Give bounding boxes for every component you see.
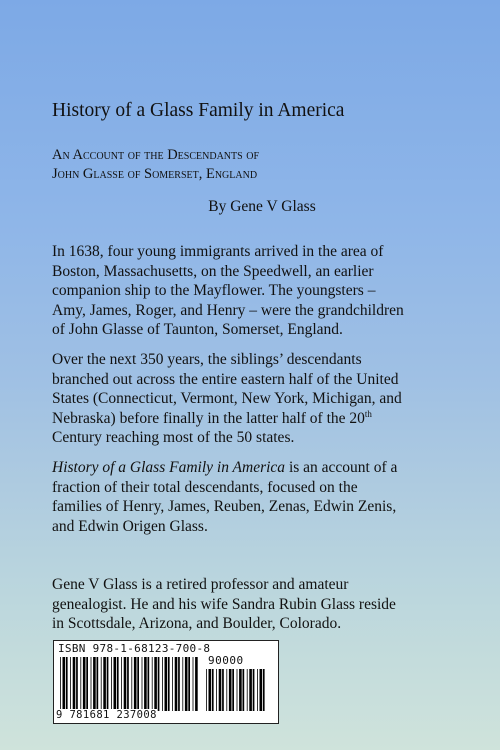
subtitle-line-2: John Glasse of Somerset, England <box>52 166 258 182</box>
p2-line: Century reaching most of the 50 states. <box>52 429 295 446</box>
addon-bars <box>206 669 266 711</box>
description-paragraph-1 <box>52 242 472 340</box>
p3-line <box>52 459 397 476</box>
barcode-addon-digits: 90000 <box>208 654 244 667</box>
p1-line: companion ship to the Mayflower. The youngsters – <box>52 282 376 299</box>
p2-line <box>52 410 372 427</box>
italic-book-title: History of a Glass Family in America <box>52 459 286 476</box>
book-title: History of a Glass Family in America <box>52 100 345 121</box>
bio-line: in Scottsdale, Arizona, and Boulder, Colorado. <box>52 615 342 632</box>
subtitle-line-1: An Account of the Descendants of <box>52 147 260 163</box>
isbn-barcode <box>53 640 279 724</box>
p3-line: and Edwin Origen Glass. <box>52 517 208 535</box>
ean-digits: 9 781681 237008 <box>56 709 157 721</box>
p2-line: States (Connecticut, Vermont, New York, Michigan, and <box>52 390 402 407</box>
bio-line: genealogist. He and his wife Sandra Rubin Glass reside <box>52 595 396 613</box>
superscript-th: th <box>364 408 372 419</box>
p1-line: Amy, James, Roger, and Henry – were the grandchildren <box>52 301 404 319</box>
p3-line: fraction of their total descendants, focused on the <box>52 478 358 496</box>
book-subtitle <box>52 146 472 184</box>
p1-line: In 1638, four young immigrants arrived in the area of <box>52 243 384 260</box>
author-byline: By Gene V Glass <box>208 198 316 215</box>
p2-line: Over the next 350 years, the siblings’ descendants <box>52 351 362 368</box>
description-paragraph-2 <box>52 350 472 448</box>
p3-line: families of Henry, James, Reuben, Zenas, Edwin Zenis, <box>52 498 397 515</box>
isbn-text: ISBN 978-1-68123-700-8 <box>58 642 211 655</box>
ean13-bars <box>60 657 198 711</box>
description-paragraph-3 <box>52 458 472 536</box>
p3-line-rest: is an account of a <box>285 459 398 476</box>
bio-line: Gene V Glass is a retired professor and amateur <box>52 576 349 593</box>
author-bio-paragraph <box>52 575 472 634</box>
p2-line-text: Nebraska) before finally in the latter half of the 20 <box>52 409 365 427</box>
p2-line: branched out across the entire eastern half of the United <box>52 370 399 388</box>
p1-line: Boston, Massachusetts, on the Speedwell, an earlier <box>52 262 374 280</box>
p1-line: of John Glasse of Taunton, Somerset, England. <box>52 321 343 338</box>
